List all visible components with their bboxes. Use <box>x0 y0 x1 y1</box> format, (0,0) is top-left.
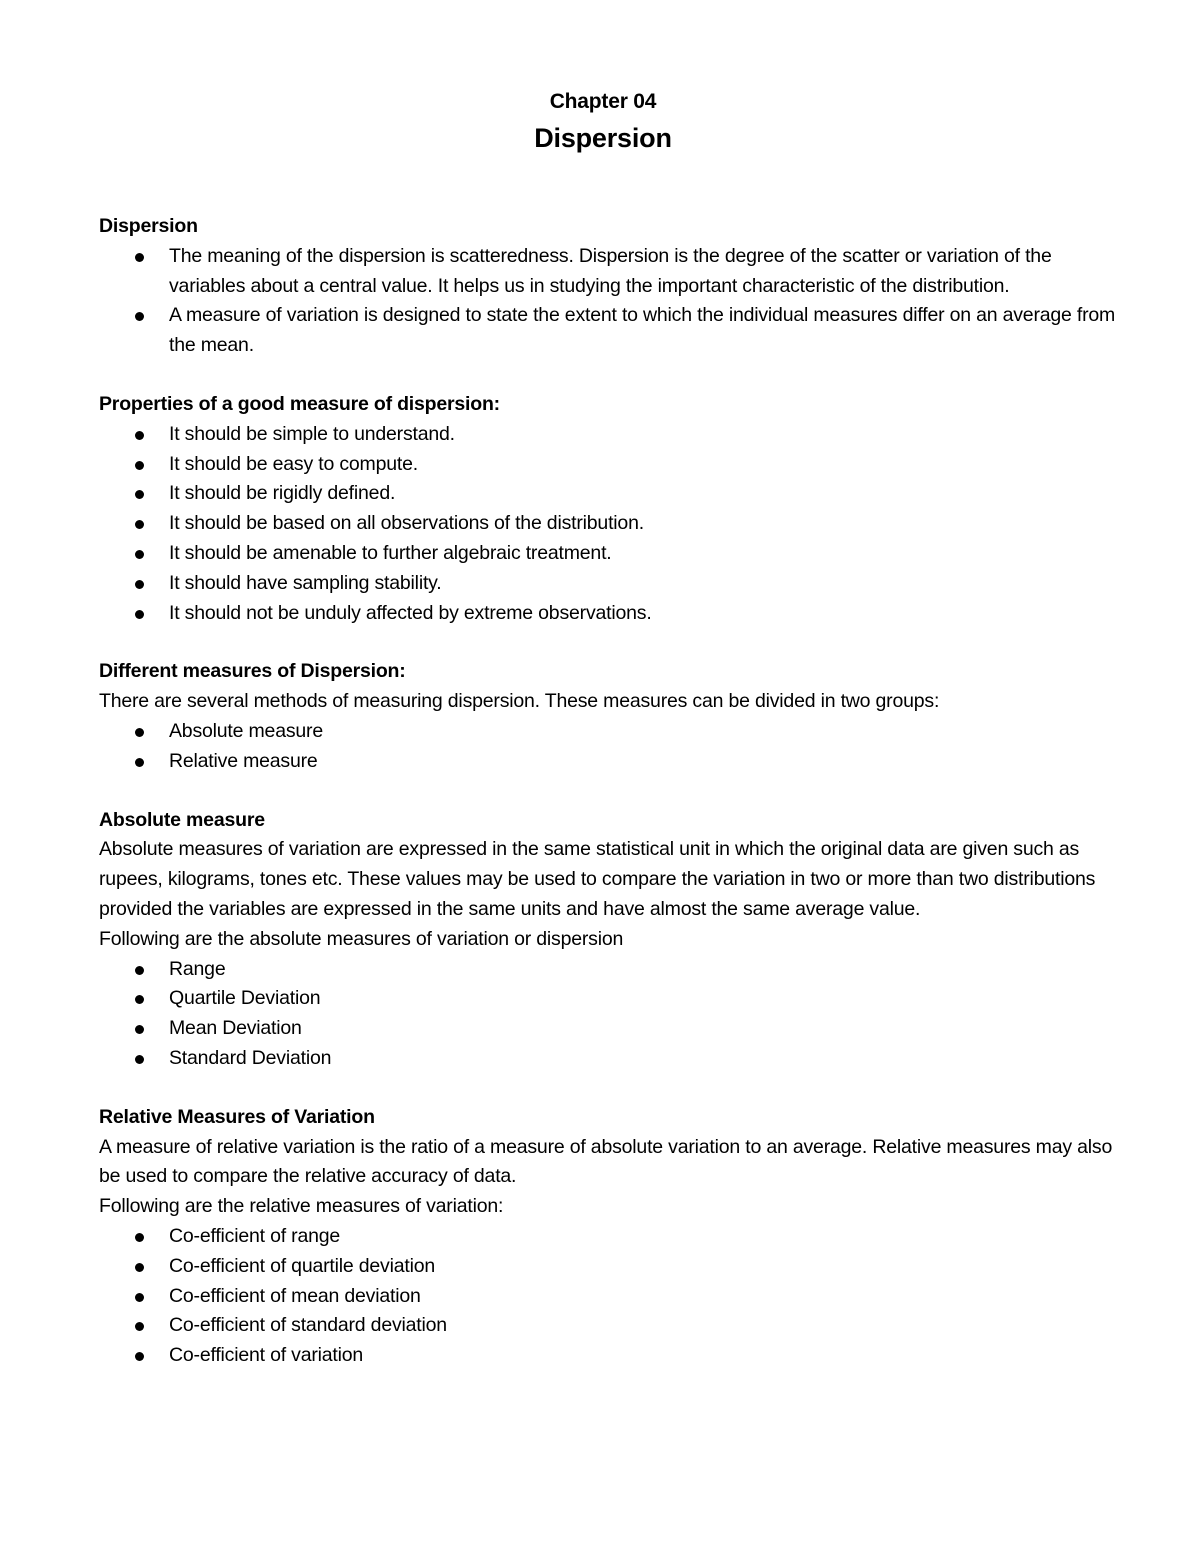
bullet-icon <box>135 1263 144 1272</box>
list-item-text: Co-efficient of quartile deviation <box>169 1254 436 1277</box>
chapter-title: Dispersion <box>534 123 672 153</box>
section-paragraph: Following are the relative measures of variation: <box>99 1195 504 1218</box>
bullet-icon <box>135 490 144 499</box>
list-item <box>99 599 1121 629</box>
list-item-text: Relative measure <box>169 749 318 772</box>
bullet-icon <box>135 431 144 440</box>
section-heading: Properties of a good measure of dispersion: <box>99 392 500 415</box>
list-item <box>99 420 1121 450</box>
section-paragraph: There are several methods of measuring dispersion. These measures can be divided in two groups: <box>99 690 940 713</box>
section-spacer <box>99 777 1121 806</box>
list-item-text: Co-efficient of mean deviation <box>169 1284 421 1307</box>
list-item <box>99 1222 1121 1252</box>
chapter-label: Chapter 04 <box>549 90 657 113</box>
list-item <box>99 717 1121 747</box>
list-item-text: Standard Deviation <box>169 1046 332 1069</box>
list-item <box>99 1044 1121 1074</box>
list-item-text: Co-efficient of standard deviation <box>169 1314 447 1337</box>
list-item-text: It should not be unduly affected by extreme observations. <box>169 601 652 624</box>
bullet-icon <box>135 520 144 529</box>
bullet-icon <box>135 312 144 321</box>
list-item <box>99 301 1121 361</box>
section-heading: Different measures of Dispersion: <box>99 660 406 683</box>
bullet-list <box>99 955 1121 1074</box>
bullet-list <box>99 420 1121 629</box>
list-item <box>99 747 1121 777</box>
list-item-text: A measure of variation is designed to state the extent to which the individual measures differ on an average from the mean. <box>169 304 1116 357</box>
bullet-icon <box>135 1293 144 1302</box>
list-item-text: Co-efficient of variation <box>169 1344 364 1367</box>
list-item-text: It should be amenable to further algebraic treatment. <box>169 541 612 564</box>
section-paragraph: Following are the absolute measures of variation or dispersion <box>99 927 624 950</box>
section <box>99 1103 1121 1371</box>
list-item-text: Range <box>169 957 226 980</box>
bullet-icon <box>135 995 144 1004</box>
list-item <box>99 569 1121 599</box>
bullet-list <box>99 242 1121 361</box>
list-item-text: It should have sampling stability. <box>169 571 442 594</box>
bullet-icon <box>135 758 144 767</box>
section <box>99 806 1121 1074</box>
list-item <box>99 1014 1121 1044</box>
list-item-text: Co-efficient of range <box>169 1224 341 1247</box>
list-item-text: Mean Deviation <box>169 1017 302 1040</box>
section-heading: Dispersion <box>99 215 198 237</box>
list-item <box>99 984 1121 1014</box>
bullet-icon <box>135 550 144 559</box>
section <box>99 657 1121 776</box>
list-item-text: Absolute measure <box>169 719 323 742</box>
list-item <box>99 1282 1121 1312</box>
list-item <box>99 1311 1121 1341</box>
section-heading: Absolute measure <box>99 808 265 831</box>
bullet-icon <box>135 461 144 470</box>
list-item <box>99 509 1121 539</box>
section-heading: Relative Measures of Variation <box>99 1105 375 1128</box>
list-item <box>99 1341 1121 1371</box>
list-item <box>99 450 1121 480</box>
list-item-text: It should be easy to compute. <box>169 452 418 475</box>
bullet-icon <box>135 728 144 737</box>
section <box>99 212 1121 361</box>
bullet-icon <box>135 253 144 262</box>
bullet-icon <box>135 1055 144 1064</box>
bullet-icon <box>135 1233 144 1242</box>
list-item-text: The meaning of the dispersion is scatteredness. Dispersion is the degree of the scatter or variation of the variables about a central value. It helps us in studying the important characteristic of the distribution. <box>169 244 1052 297</box>
list-item <box>99 539 1121 569</box>
bullet-icon <box>135 610 144 619</box>
bullet-list <box>99 1222 1121 1371</box>
list-item-text: Quartile Deviation <box>169 987 321 1010</box>
list-item <box>99 242 1121 302</box>
section-spacer <box>99 361 1121 390</box>
bullet-icon <box>135 580 144 589</box>
list-item-text: It should be rigidly defined. <box>169 482 396 505</box>
section-spacer <box>99 628 1121 657</box>
list-item <box>99 1252 1121 1282</box>
list-item <box>99 479 1121 509</box>
bullet-list <box>99 717 1121 777</box>
section-spacer <box>99 1074 1121 1103</box>
list-item <box>99 955 1121 985</box>
bullet-icon <box>135 1025 144 1034</box>
document-sections <box>99 212 1121 1371</box>
section-paragraph: Absolute measures of variation are expressed in the same statistical unit in which the original data are given such as rupees, kilograms, tones etc. These values may be used to compare the variation in two or more than two distributions provided the variables are expressed in the same units and have almost the same average value. <box>99 838 1096 920</box>
bullet-icon <box>135 966 144 975</box>
bullet-icon <box>135 1322 144 1331</box>
section <box>99 390 1121 628</box>
list-item-text: It should be simple to understand. <box>169 422 455 445</box>
document-content <box>99 86 1121 1371</box>
bullet-icon <box>135 1352 144 1361</box>
list-item-text: It should be based on all observations of the distribution. <box>169 512 644 535</box>
section-paragraph: A measure of relative variation is the ratio of a measure of absolute variation to an average. Relative measures may also be used to compare the relative accuracy of data. <box>99 1135 1113 1188</box>
